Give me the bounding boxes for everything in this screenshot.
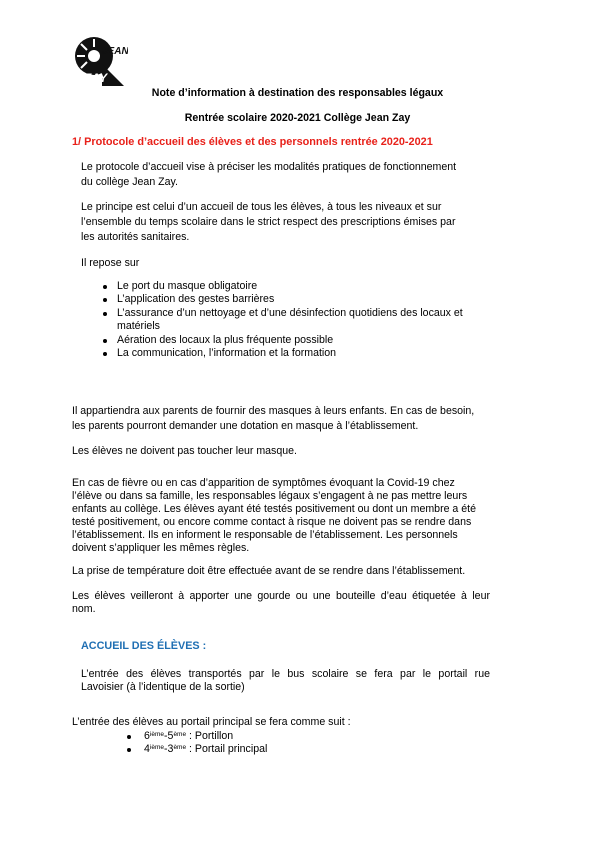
paragraph-principle-line-2: l’ensemble du temps scolaire dans le strict respect des prescriptions émises par — [81, 216, 456, 228]
measures-list — [103, 280, 503, 360]
list-item: Le port du masque obligatoire — [103, 280, 503, 293]
bullet-icon — [103, 312, 107, 316]
gate-list — [127, 730, 427, 757]
list-item: 6ième-5ème : Portillon — [127, 730, 427, 743]
jean-zay-logo-icon — [72, 34, 128, 90]
svg-text:ZAY: ZAY — [84, 71, 108, 85]
paragraph-masks-line-2: les parents pourront demander une dotation en masque à l’établissement. — [72, 420, 419, 432]
paragraph-temperature: La prise de température doit être effectuée avant de se rendre dans l’établissement. — [72, 565, 466, 577]
paragraph-fever-line-4: testé positivement, ou encore comme contact à risque ne doivent pas se rendre dans — [72, 516, 472, 528]
paragraph-protocol-line-2: du collège Jean Zay. — [81, 176, 178, 188]
section-2-heading: ACCUEIL DES ÉLÈVES : — [81, 640, 207, 652]
section-1-heading: 1/ Protocole d’accueil des élèves et des personnels rentrée 2020-2021 — [72, 136, 433, 148]
paragraph-protocol-line-1: Le protocole d’accueil vise à préciser les modalités pratiques de fonctionnement — [81, 161, 457, 173]
paragraph-principle-line-1: Le principe est celui d’un accueil de tous les élèves, à tous les niveaux et sur — [81, 201, 442, 213]
bullet-icon — [103, 352, 107, 356]
bullet-icon — [127, 735, 131, 739]
paragraph-fever-line-6: doivent s’appliquer les mêmes règles. — [72, 542, 250, 554]
list-item: L’assurance d’un nettoyage et d’une désinfection quotidiens des locaux et — [103, 307, 503, 320]
paragraph-water-bottle-line-2: nom. — [72, 603, 96, 615]
bullet-icon — [127, 748, 131, 752]
paragraph-masks-line-1: Il appartiendra aux parents de fournir des masques à leurs enfants. En cas de besoin, — [72, 405, 475, 417]
college-logo — [72, 34, 128, 90]
bullet-icon — [103, 285, 107, 289]
list-item: 4ième-3ème : Portail principal — [127, 743, 427, 756]
paragraph-fever-line-3: enfants au collège. Les élèves ayant été testés positivement ou dont un membre a été — [72, 503, 476, 515]
paragraph-bus-line-1: L’entrée des élèves transportés par le bus scolaire se fera par le portail rue — [81, 668, 490, 680]
paragraph-water-bottle-line-1: Les élèves veilleront à apporter une gourde ou une bouteille d’eau étiquetée à leur — [72, 590, 490, 602]
paragraph-relies-on: Il repose sur — [81, 257, 140, 269]
list-item: La communication, l’information et la formation — [103, 347, 503, 360]
list-item: Aération des locaux la plus fréquente possible — [103, 334, 503, 347]
paragraph-dont-touch-mask: Les élèves ne doivent pas toucher leur masque. — [72, 445, 297, 457]
svg-text:JEAN: JEAN — [102, 46, 128, 57]
list-item: L’application des gestes barrières — [103, 293, 503, 306]
list-item-continuation: matériels — [117, 320, 160, 333]
paragraph-fever-line-5: l’établissement. Ils en informent le responsable de l’établissement. Les personnels — [72, 529, 458, 541]
paragraph-bus-line-2: Lavoisier (à l’identique de la sortie) — [81, 681, 245, 693]
document-subtitle: Rentrée scolaire 2020-2021 Collège Jean Zay — [184, 112, 411, 124]
bullet-icon — [103, 339, 107, 343]
paragraph-principle-line-3: les autorités sanitaires. — [81, 231, 190, 243]
paragraph-main-gate: L’entrée des élèves au portail principal se fera comme suit : — [72, 716, 351, 728]
paragraph-fever-line-1: En cas de fièvre ou en cas d’apparition de symptômes évoquant la Covid-19 chez — [72, 477, 455, 489]
bullet-icon — [103, 298, 107, 302]
document-title: Note d’information à destination des responsables légaux — [151, 87, 444, 99]
paragraph-fever-line-2: l’élève ou dans sa famille, les responsables légaux s’engagent à ne pas mettre leurs — [72, 490, 468, 502]
